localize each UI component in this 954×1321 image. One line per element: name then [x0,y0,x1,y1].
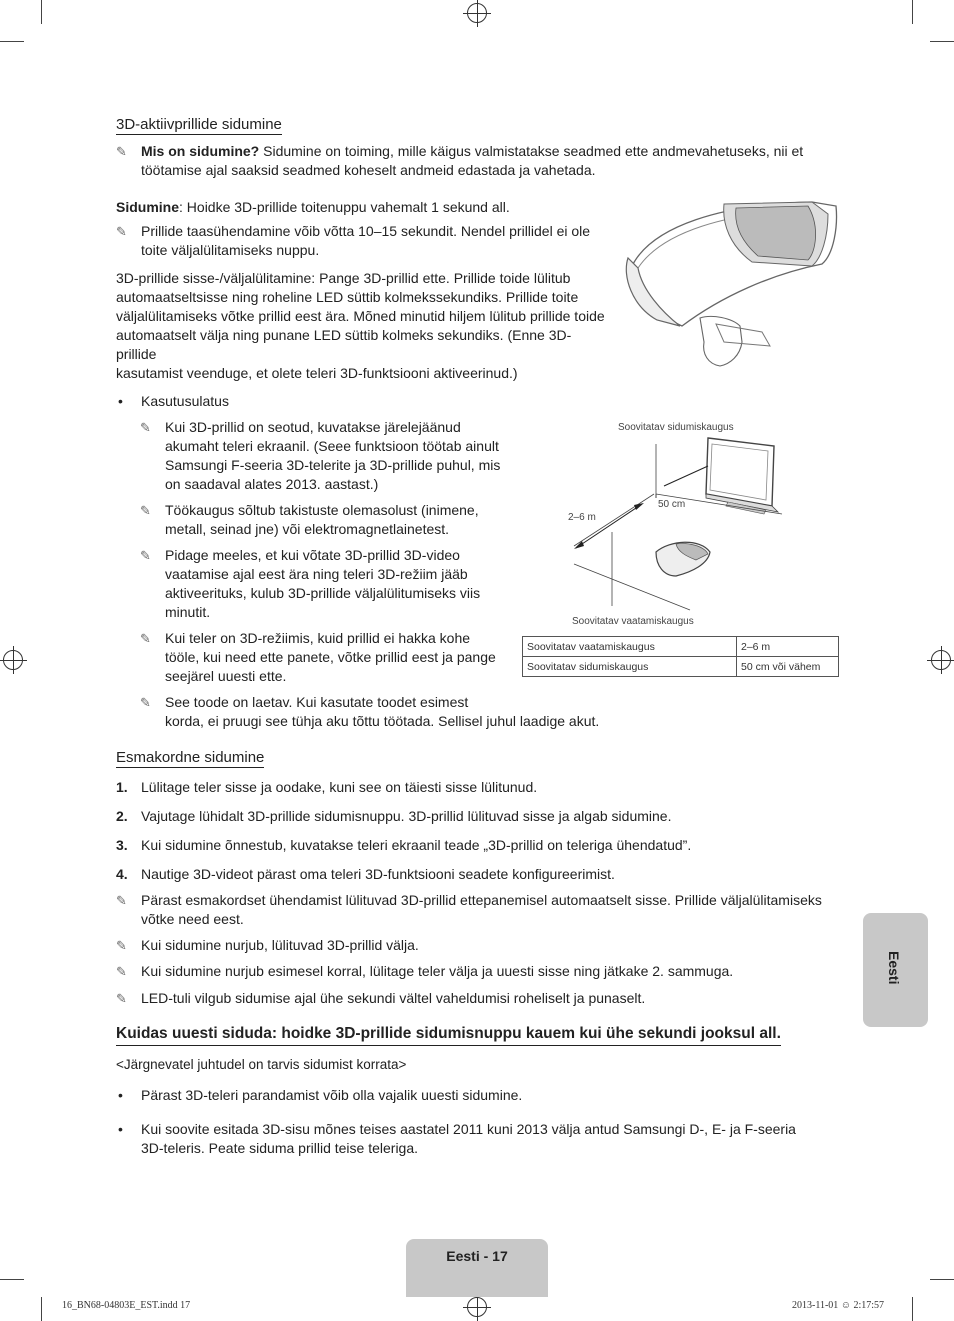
table-row [523,657,839,677]
pencil-note-icon: ✎ [140,632,151,647]
pencil-note-icon: ✎ [116,894,127,909]
section-heading: Esmakordne sidumine [116,749,265,766]
registration-mark-icon [931,650,951,670]
note: ✎ Töökaugus sõltub takistuste olemasolust (inimene, metall, seinad jne) või elektromagnetlainetest. [140,502,479,537]
page-number-tab [406,1239,548,1297]
pencil-note-icon: ✎ [116,939,127,954]
note: ✎ Mis on sidumine? Sidumine on toiming, mille käigus valmistatakse seadmed ette andmevahetuseks, nii et töötamise ajal saaksid seadmed koheselt andmeid edastada ja vahetada. [116,143,804,178]
registration-mark-icon [467,1297,487,1317]
distance-table [522,636,839,677]
pencil-note-icon: ✎ [116,145,127,160]
power-paragraph: 3D-prillide sisse-/väljalülitamine: Pange 3D-prillid ette. Prillide toide lülitub automaatseltsisse ning roheline LED süttib kolmekssekundiks. Prillide toite väljalülitamiseks võtke prillid eest ära. Mõned minutid hiljem lülitub prillide toide automaatselt välja ning punane LED süttib kolmeks sekundiks. (Enne 3D-prillide kasutamist veenduge, et olete teleri 3D-funktsiooni aktiveerinud.) [116,270,605,381]
bullet-item: • Kasutusulatus [118,393,229,409]
table-cell: 2–6 m [737,637,839,657]
section-heading-bold: Kuidas uuesti siduda: hoidke 3D-prillide sidumisnuppu kauem kui ühe sekundi jooksul all. [116,1025,781,1046]
crop-mark [41,0,42,24]
page-number: Eesti - 17 [446,1248,508,1264]
crop-mark [0,41,24,42]
section-heading: 3D-aktiivprillide sidumine [116,116,282,133]
diagram-label-pairing: 50 cm [658,499,686,510]
crop-mark [0,1279,24,1280]
note: ✎ Kui 3D-prillid on seotud, kuvatakse järelejäänud akumaht teleri ekraanil. (Seee funktsioon töötab ainult Samsungi F-seeria 3D-telerite ja 3D-prillide puhul, mis on saadaval alates 2013. aastast.) [140,419,501,492]
pencil-note-icon: ✎ [140,549,151,564]
note: ✎ Pidage meeles, et kui võtate 3D-prillid 3D-video vaatamise ajal eest ära ning teleri 3D-režiim jääb aktiveerituks, kulub 3D-prillide väljalülitumiseks viis minutit. [140,547,481,620]
step-item: 2. Vajutage lühidalt 3D-prillide sidumisnuppu. 3D-prillid lülituvad sisse ja algab sidumine. [116,808,672,824]
table-cell: 50 cm või vähem [737,657,839,677]
step-item: 1. Lülitage teler sisse ja oodake, kuni see on täiesti sisse lülitunud. [116,779,538,795]
glasses-illustration [612,196,844,372]
note: ✎ Prillide taasühendamine võib võtta 10–15 sekundit. Nendel prillidel ei ole toite väljalülitamiseks nuppu. [116,223,591,258]
table-cell: Soovitatav sidumiskaugus [523,657,737,677]
distance-diagram [560,414,800,634]
pencil-note-icon: ✎ [116,992,127,1007]
pencil-note-icon: ✎ [140,696,151,711]
footer-file: 16_BN68-04803E_EST.indd 17 [62,1300,191,1311]
note: ✎ Pärast esmakordset ühendamist lülituvad 3D-prillid ettepanemisel automaatselt sisse. Prillide väljalülitamiseks võtke need eest. [116,892,822,927]
pencil-note-icon: ✎ [140,421,151,436]
registration-mark-icon [3,650,23,670]
crop-mark [912,0,913,24]
note: ✎ Kui sidumine nurjub esimesel korral, lülitage teler välja ja uuesti sisse ning jätkake 2. sammuga. [116,963,734,980]
step-item: 4. Nautige 3D-videot pärast oma teleri 3D-funktsiooni seadete konfigureerimist. [116,866,615,882]
diagram-label-distance: 2–6 m [568,512,596,523]
intro-text: <Järgnevatel juhtudel on tarvis sidumist korrata> [116,1057,407,1072]
table-cell: Soovitatav vaatamiskaugus [523,637,737,657]
crop-mark [930,1279,954,1280]
note: ✎ Kui sidumine nurjub, lülituvad 3D-prillid välja. [116,937,419,954]
note: ✎ LED-tuli vilgub sidumise ajal ühe sekundi vältel vaheldumisi roheliselt ja punaselt. [116,990,646,1007]
pencil-note-icon: ✎ [116,225,127,240]
diagram-label-bottom: Soovitatav vaatamiskaugus [572,616,694,627]
diagram-label-top: Soovitatav sidumiskaugus [618,422,734,433]
footer-timestamp: 2013-11-01 ☺ 2:17:57 [792,1300,885,1311]
registration-mark-icon [467,3,487,23]
crop-mark [912,1297,913,1321]
pencil-note-icon: ✎ [140,504,151,519]
bullet-item: • Pärast 3D-teleri parandamist võib olla vajalik uuesti sidumine. [118,1087,523,1103]
note: ✎ Kui teler on 3D-režiimis, kuid prillid ei hakka kohe tööle, kui need ette panete, võtke prillid eest ja pange seejärel uuesti ette. [140,630,496,684]
crop-mark [41,1297,42,1321]
pencil-note-icon: ✎ [116,965,127,980]
step-item: 3. Kui sidumine õnnestub, kuvatakse teleri ekraanil teade „3D-prillid on teleriga ühendatud”. [116,837,692,853]
language-side-tab: Eesti [863,913,928,1027]
table-row [523,637,839,657]
bullet-item: • Kui soovite esitada 3D-sisu mõnes teises aastatel 2011 kuni 2013 välja antud Samsungi D-, E- ja F-seeria 3D-teleris. Peate siduma prillid teise teleriga. [118,1121,796,1156]
note: ✎ See toode on laetav. Kui kasutate toodet esimest korda, ei pruugi see tühja aku tõttu töötada. Sellisel juhul laadige akut. [140,694,600,729]
sidumine-line: Sidumine: Hoidke 3D-prillide toitenuppu vahemalt 1 sekund all. [116,199,510,215]
crop-mark [930,41,954,42]
